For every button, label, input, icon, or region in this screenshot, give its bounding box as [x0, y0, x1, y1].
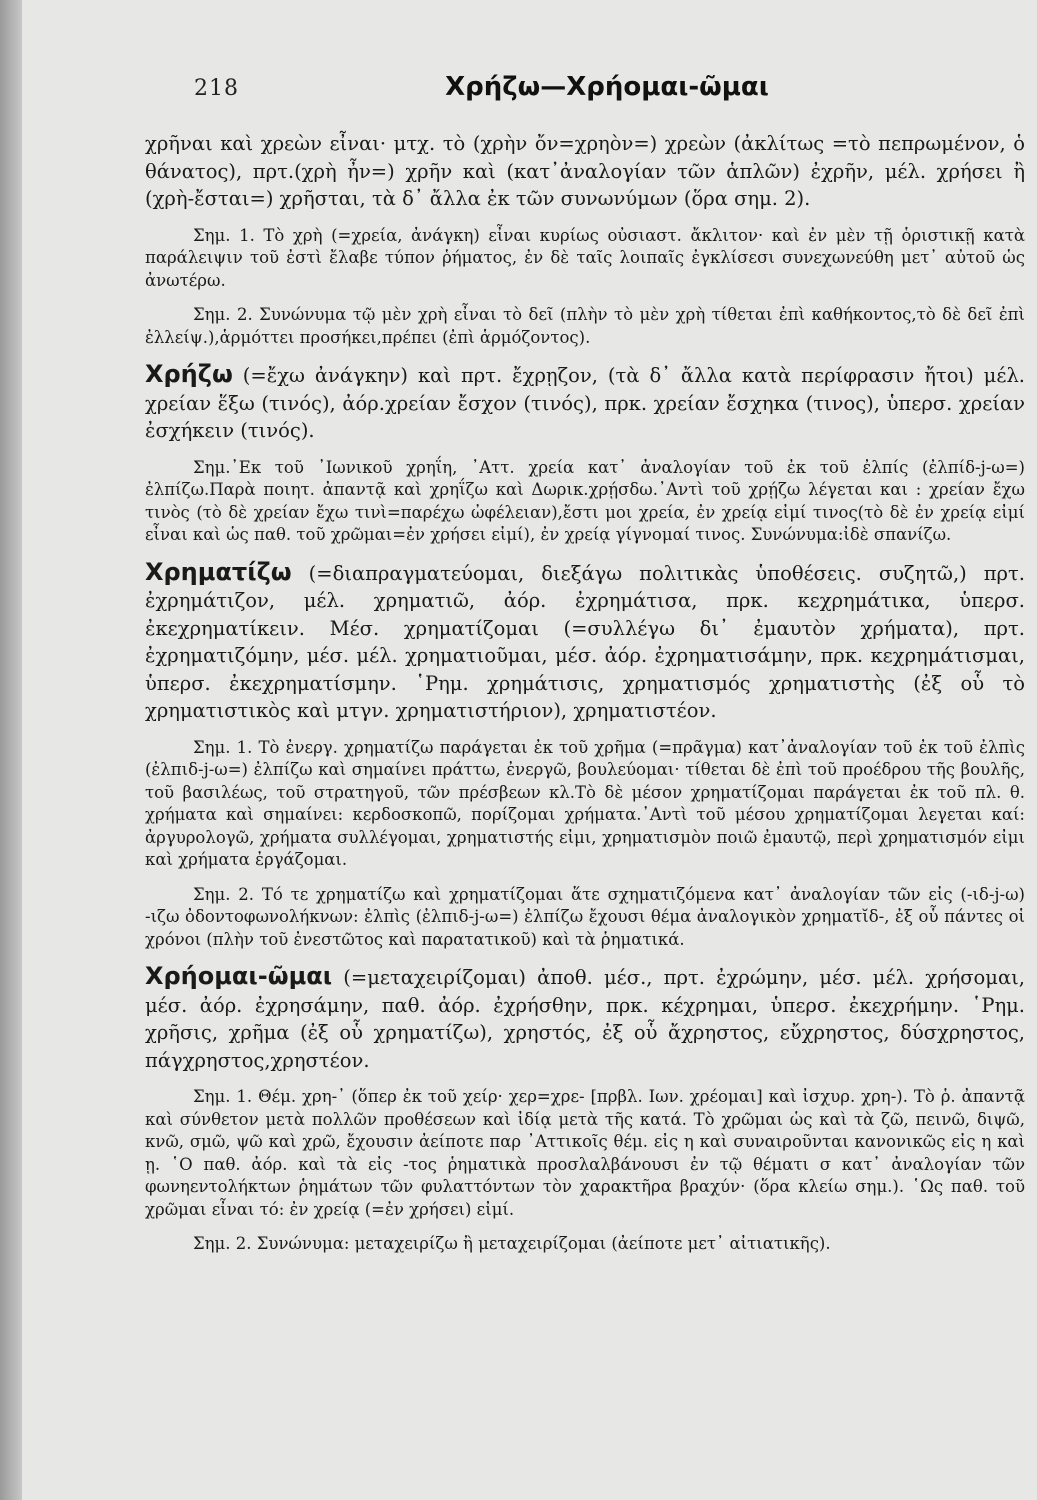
note-chrizo	[145, 457, 1025, 547]
paragraph-text: Σημ.᾽Εκ τοῦ ᾽Ιωνικοῦ χρηΐη, ᾽Αττ. χρεία κατ᾽ ἀναλογίαν τοῦ ἐκ τοῦ ἐλπίς (ἐλπίδ-j-ω=) ἐλπίζω.Παρὰ ποιητ. ἀπαντᾷ καὶ χρηΐζω καὶ Δωρικ.χρῄσδω.᾽Αντὶ τοῦ χρῄζω λέγεται και : χρείαν ἔχω τινὸς (τὸ δὲ χρείαν ἔχω τινὶ=παρέχω ὠφέλειαν),ἔστι μοι χρεία, ἐν χρείᾳ εἰμί τινος(τὸ δὲ ἐν χρείᾳ εἰμί εἶναι καὶ ὡς παθ. τοῦ χρῶμαι=ἐν χρήσει εἰμί), ἐν χρείᾳ γίγνομαί τινος. Συνώνυμα:ἰδὲ σπανίζω.	[145, 457, 1025, 544]
headword: Χρήζω	[145, 360, 233, 388]
entry-continuation	[145, 130, 1025, 213]
note-chrimatizo-2	[145, 884, 1025, 952]
entry-chrimatizo	[145, 559, 1025, 725]
headword: Χρήομαι-ῶμαι	[145, 962, 333, 990]
page-number: 218	[194, 76, 239, 101]
paragraph-text: Σημ. 2. Συνώνυμα: μεταχειρίζω ἢ μεταχειρίζομαι (ἀείποτε μετ᾽ αἰτιατικῆς).	[193, 1234, 831, 1253]
entry-chriomai	[145, 963, 1025, 1074]
paragraph-text: χρῆναι καὶ χρεὼν εἶναι· μτχ. τὸ (χρὴν ὄν=χρηὸν=) χρεὼν (ἀκλίτως =τὸ πεπρωμένον, ὁ θάνατος), πρτ.(χρὴ ἦν=) χρῆν καὶ (κατ᾽ἀναλογίαν τῶν ἁπλῶν) ἐχρῆν, μέλ. χρήσει ἢ (χρὴ-ἔσται=) χρῆσται, τὰ δ᾽ ἄλλα ἐκ τῶν συνωνύμων (ὅρα σημ. 2).	[145, 132, 1025, 210]
note-chriomai-1	[145, 1086, 1025, 1221]
running-title: Χρήζω—Χρήομαι-ῶμαι	[445, 72, 769, 102]
paragraph-text: (=ἔχω ἀνάγκην) καὶ πρτ. ἔχρῃζον, (τὰ δ᾽ ἄλλα κατὰ περίφρασιν ἤτοι) μέλ. χρείαν ἕξω (τινός), ἀόρ.χρείαν ἔσχον (τινός), πρκ. χρείαν ἔσχηκα (τινος), ὑπερσ. χρείαν ἐσχήκειν (τινός).	[145, 364, 1026, 442]
paragraph-text: (=διαπραγματεύομαι, διεξάγω πολιτικὰς ὑποθέσεις. συζητῶ,) πρτ. ἐχρημάτιζον, μέλ. χρηματιῶ, ἀόρ. ἐχρημάτισα, πρκ. κεχρημάτικα, ὑπερσ. ἐκεχρηματίκειν. Μέσ. χρηματίζομαι (=συλλέγω δι᾽ ἐμαυτὸν χρήματα), πρτ. ἐχρηματιζόμην, μέσ. μέλ. χρηματιοῦμαι, μέσ. ἀόρ. ἐχρηματισάμην, πρκ. κεχρημάτισμαι, ὑπερσ. ἐκεχρηματίσμην. ῾Ρημ. χρημάτισις, χρηματισμός χρηματιστὴς (ἐξ οὗ τὸ χρηματιστικὸς καὶ μτγν. χρηματιστήριον), χρηματιστέον.	[145, 561, 1025, 722]
paragraph-text: Σημ. 1. Θέμ. χρη-᾽ (ὅπερ ἐκ τοῦ χείρ· χερ=χρε- [πρβλ. Ιων. χρέομαι] καὶ ἰσχυρ. χρη-). Τὸ ῥ. ἀπαντᾷ καὶ σύνθετον μετὰ πολλῶν προθέσεων καὶ ἰδίᾳ μετὰ τῆς κατά. Τὸ χρῶμαι ὡς καὶ τὰ ζῶ, πεινῶ, διψῶ, κνῶ, σμῶ, ψῶ καὶ χρῶ, ἔχουσιν ἀείποτε παρ ᾽Αττικοῖς θέμ. εἰς η καὶ συναιροῦνται κανονικῶς εἰς η καὶ ῃ. ῾Ο παθ. ἀόρ. καὶ τὰ εἰς -τος ῥηματικὰ προσλαλβάνουσι ἐν τῷ θέματι σ κατ᾽ ἀναλογίαν τῶν φωνηεντολήκτων ῥημάτων τῶν φυλαττόντων τὸν χαρακτῆρα βραχύν· (ὅρα κλείω σημ.). ῾Ως παθ. τοῦ χρῶμαι εἶναι τό: ἐν χρείᾳ (=ἐν χρήσει) εἰμί.	[145, 1087, 1025, 1219]
headword: Χρηματίζω	[145, 557, 292, 586]
paragraph-text: (=μεταχειρίζομαι) ἀποθ. μέσ., πρτ. ἐχρώμην, μέσ. μέλ. χρήσομαι, μέσ. ἀόρ. ἐχρησάμην, παθ. ἀόρ. ἐχρήσθην, πρκ. κέχρημαι, ὑπερσ. ἐκεχρήμην. ῾Ρημ. χρῆσις, χρῆμα (ἐξ οὗ χρηματίζω), χρηστός, ἐξ οὗ ἄχρηστος, εὔχρηστος, δύσχρηστος, πάγχρηστος,χρηστέον.	[145, 966, 1025, 1072]
paragraph-text: Σημ. 2. Τό τε χρηματίζω καὶ χρηματίζομαι ἅτε σχηματιζόμενα κατ᾽ ἀναλογίαν τῶν εἰς (-ιδ-j-ω) -ιζω ὀδοντοφωνολήκνων: ἐλπὶς (ἐλπιδ-j-ω=) ἐλπίζω ἔχουσι θέμα ἀναλογικὸν χρηματῐδ-, ἐξ οὗ πάντες οἱ χρόνοι (πλὴν τοῦ ἐνεστῶτος καὶ παρατατικοῦ) καὶ τὰ ῥηματικά.	[145, 884, 1025, 949]
note-chriomai-2	[145, 1233, 1025, 1256]
page-header	[172, 72, 1037, 112]
note-1	[145, 225, 1025, 293]
paragraph-text: Σημ. 2. Συνώνυμα τῷ μὲν χρὴ εἶναι τὸ δεῖ (πλὴν τὸ μὲν χρὴ τίθεται ἐπὶ καθήκοντος,τὸ δὲ δεῖ ἐπὶ ἐλλείψ.),ἁρμόττει προσήκει,πρέπει (ἐπὶ ἁρμόζοντος).	[145, 305, 1025, 347]
note-2	[145, 304, 1025, 349]
note-chrimatizo-1	[145, 737, 1025, 872]
book-spine-shadow	[0, 0, 22, 1500]
page-body	[145, 130, 1025, 1268]
paragraph-text: Σημ. 1. Τὸ χρὴ (=χρεία, ἀνάγκη) εἶναι κυρίως οὐσιαστ. ἄκλιτον· καὶ ἐν μὲν τῇ ὁριστικῇ κατὰ παράλειψιν τοῦ ἐστὶ ἔλαβε τύπον ῥήματος, ἐν δὲ ταῖς λοιπαῖς ἐγκλίσεσι συνεχωνεύθη μετ᾽ αὐτοῦ ὡς ἀνωτέρω.	[145, 225, 1025, 290]
entry-chrizo	[145, 361, 1025, 445]
paragraph-text: Σημ. 1. Τὸ ἐνεργ. χρηματίζω παράγεται ἐκ τοῦ χρῆμα (=πρᾶγμα) κατ᾽ἀναλογίαν τοῦ ἐκ τοῦ ἐλπὶς (ἐλπιδ-j-ω=) ἐλπίζω καὶ σημαίνει πράττω, ἐνεργῶ, βουλεύομαι· τίθεται δὲ ἐπὶ τοῦ προέδρου τῆς βουλῆς, τοῦ βασιλέως, τοῦ στρατηγοῦ, τῶν πρέσβεων κλ.Τὸ δὲ μέσον χρηματίζομαι παράγεται ἐκ τοῦ πλ. θ. χρήματα καὶ σημαίνει: κερδοσκοπῶ, πορίζομαι χρήματα.᾽Αντὶ τοῦ μέσου χρηματίζομαι λεγεται καί: ἀργυρολογῶ, χρήματα συλλέγομαι, χρηματιστής εἰμι, χρηματισμὸν ποιῶ ἐμαυτῷ, περὶ χρηματισμόν εἰμι καὶ χρήματα ἐργάζομαι.	[145, 737, 1025, 869]
